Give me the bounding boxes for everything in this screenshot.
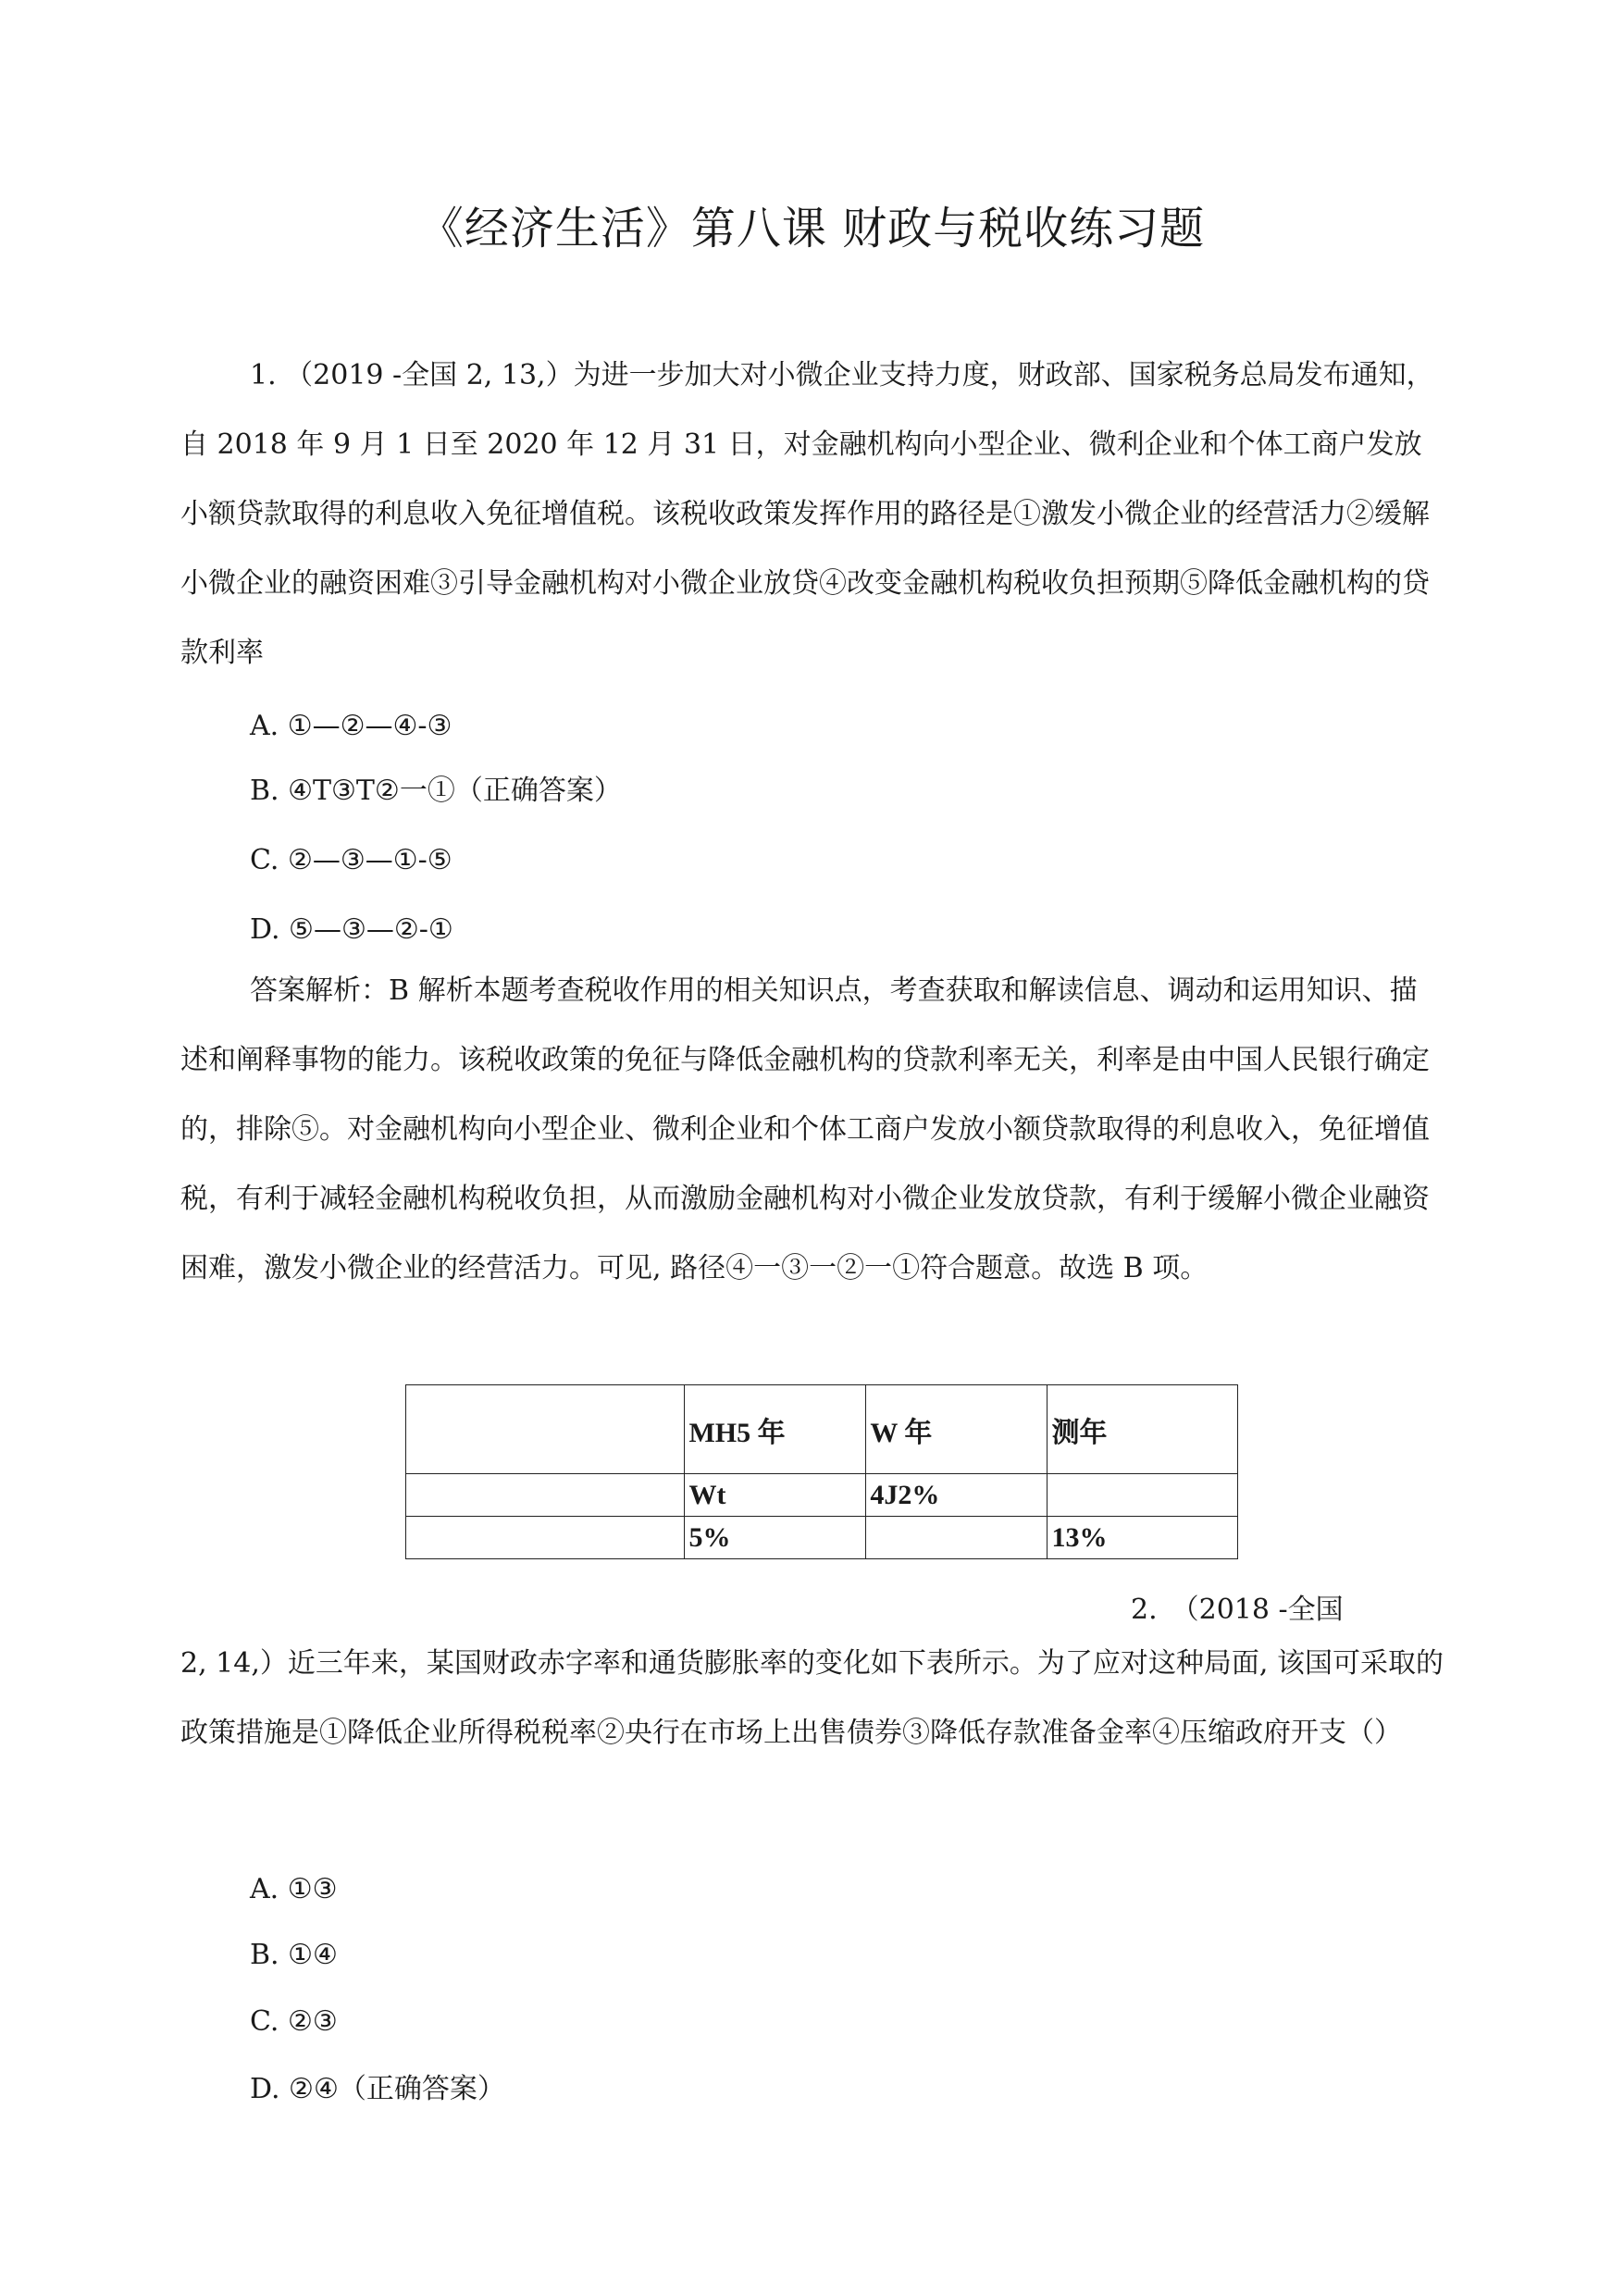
question-2-number: 2. （2018 -全国 [1131, 1594, 1344, 1626]
page-title: 《经济生活》第八课 财政与税收练习题 [418, 203, 1206, 254]
table-cell: 5% [685, 1517, 866, 1559]
question-2-option-a: A. ①③ [250, 1873, 338, 1905]
question-1-option-c: C. ②—③—①-⑤ [250, 844, 452, 876]
table-row [406, 1517, 1238, 1559]
question-2-option-c: C. ②③ [250, 2005, 338, 2038]
table-cell [406, 1517, 685, 1559]
question-1-analysis: 答案解析：B 解析本题考查税收作用的相关知识点，考查获取和解读信息、调动和运用知识、描述和阐释事物的能力。该税收政策的免征与降低金融机构的贷款利率无关，利率是由中国人民银行确定的，排除⑤。对金融机构向小型企业、微利企业和个体工商户发放小额贷款取得的利息收入，免征增值税，有利于减轻金融机构税收负担，从而激励金融机构对小微企业发放贷款，有利于缓解小微企业融资困难，激发小微企业的经营活力。可见, 路径④一③一②一①符合题意。故选 B 项。 [180, 974, 1430, 1284]
question-1-option-d: D. ⑤—③—②-① [250, 913, 453, 946]
question-2-text: 2, 14,）近三年来，某国财政赤字率和通货膨胀率的变化如下表所示。为了应对这种局面, 该国可采取的政策措施是①降低企业所得税税率②央行在市场上出售债券③降低存款准备金率④压缩政府开支（） [180, 1647, 1444, 1749]
table-cell: 13% [1048, 1517, 1238, 1559]
table-cell: 测年 [1048, 1385, 1238, 1474]
question-1-text: 1. （2019 -全国 2, 13,）为进一步加大对小微企业支持力度，财政部、国家税务总局发布通知，自 2018 年 9 月 1 日至 2020 年 12 月 31 日，对金融机构向小型企业、微利企业和个体工商户发放小额贷款取得的利息收入免征增值税。该税收政策发挥作用的路径是①激发小微企业的经营活力②缓解小微企业的融资困难③引导金融机构对小微企业放贷④改变金融机构税收负担预期⑤降低金融机构的贷款利率 [180, 359, 1434, 669]
table-cell: 4J2% [866, 1474, 1048, 1517]
table-cell [406, 1474, 685, 1517]
question-1-option-b: B. ④T③T②一①（正确答案） [250, 775, 622, 807]
table-cell: Wt [685, 1474, 866, 1517]
table-cell [406, 1385, 685, 1474]
question-1-option-a: A. ①—②—④-③ [250, 710, 452, 742]
table-cell: W 年 [866, 1385, 1048, 1474]
table-row [406, 1385, 1238, 1474]
question-2-option-d: D. ②④（正确答案） [250, 2073, 505, 2105]
table-cell: MH5 年 [685, 1385, 866, 1474]
table-row [406, 1474, 1238, 1517]
data-table [405, 1384, 1238, 1559]
table-cell [866, 1517, 1048, 1559]
table-cell [1048, 1474, 1238, 1517]
question-2-option-b: B. ①④ [250, 1939, 338, 1971]
